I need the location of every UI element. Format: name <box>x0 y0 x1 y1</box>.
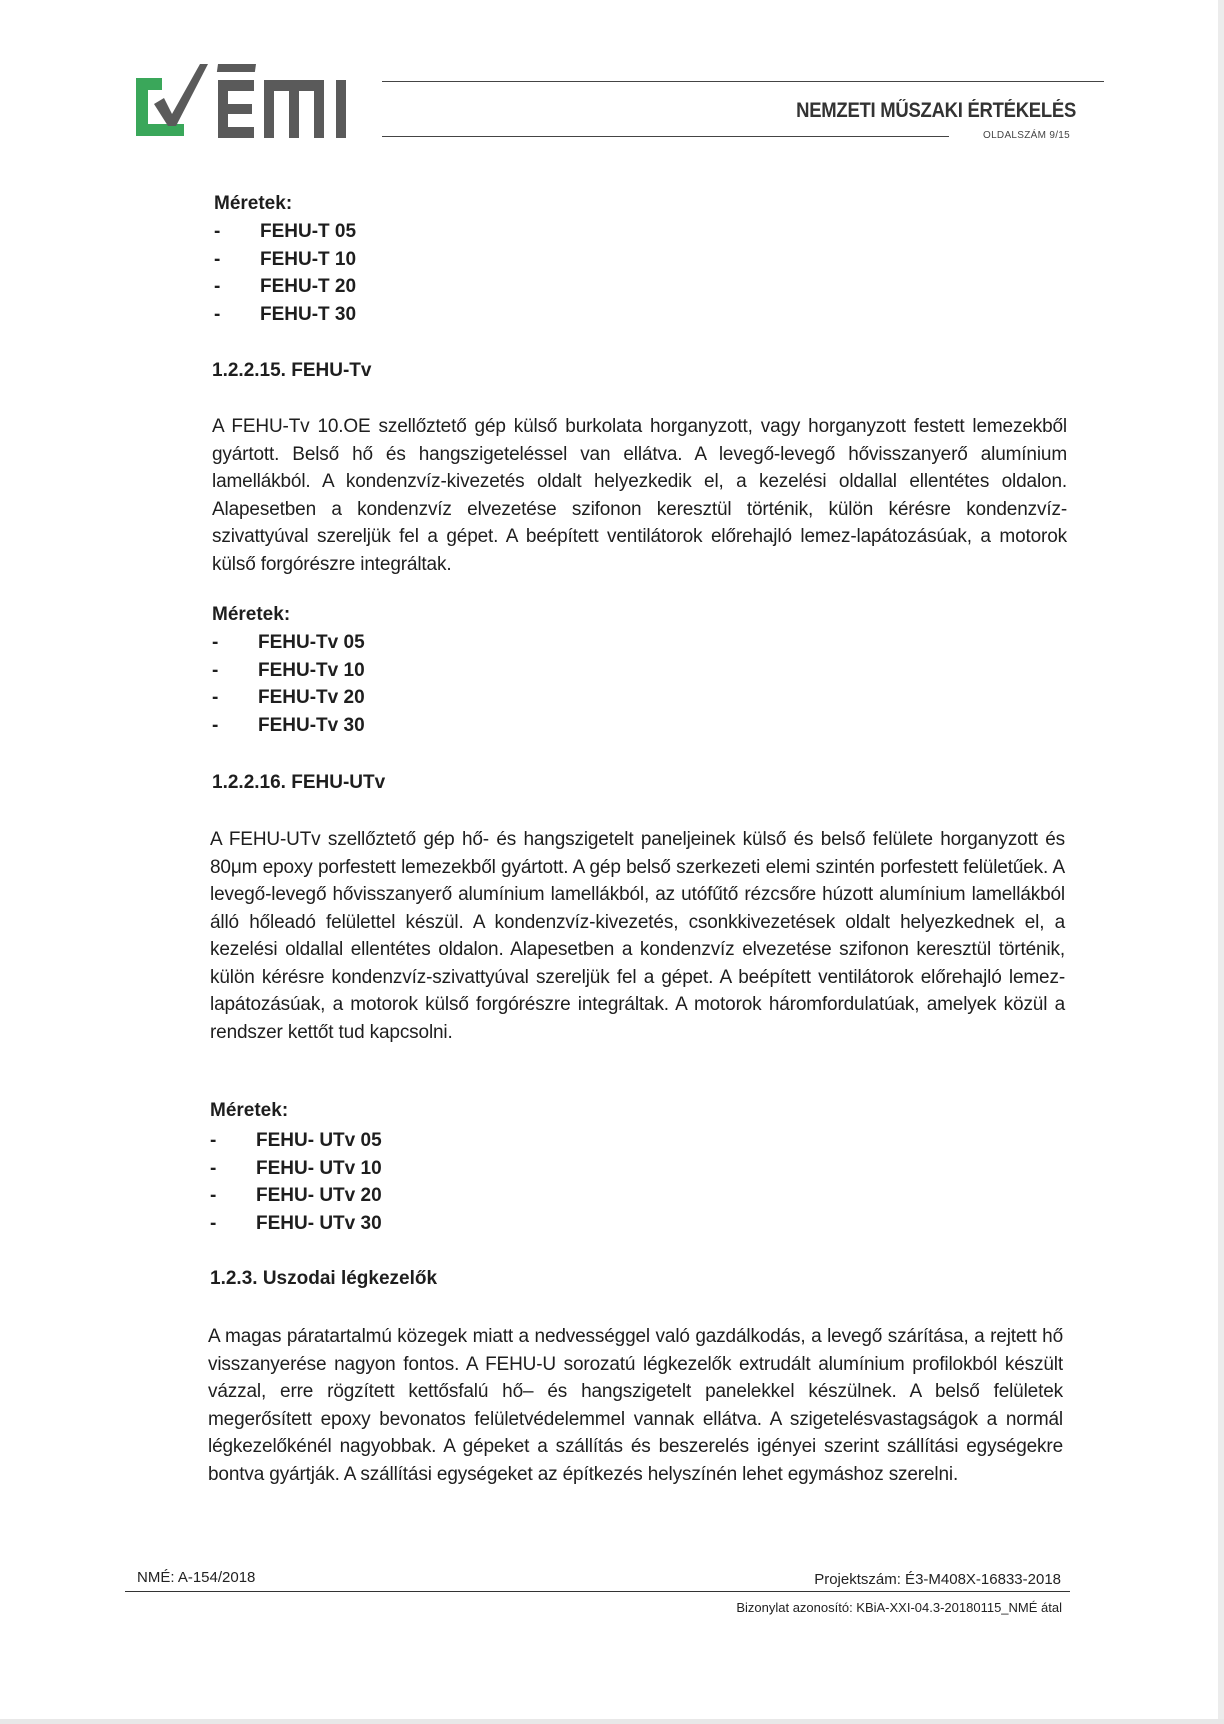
t-sizes-list <box>214 218 356 328</box>
t-sizes-label: Méretek: <box>214 193 293 214</box>
dash: - <box>210 1212 217 1234</box>
dash: - <box>212 714 219 736</box>
list-item: - FEHU-Tv 30 <box>212 712 365 740</box>
dash: - <box>212 632 219 653</box>
list-item: - FEHU-Tv 05 <box>212 629 365 657</box>
pool-paragraph: A magas páratartalmú közegek miatt a nedvességgel való gazdálkodás, a levegő szárítása, a rejtett hő visszanyerése nagyon fontos. A FEHU-U sorozatú légkezelők extrudált alumínium profilokból készült vázzal, erre rögzített kettősfalú hő– és hangszigetelt panelekkel készülnek. A belső felületek megerősített epoxy bevonatos felületvédelemmel vannak ellátva. A szigetelésvastagságok a normál légkezelőkénél nagyobbak. A gépeket a szállítás és beszerelés igényei szerint szállítási egységekre bontva gyártják. A szállítási egységeket az építkezés helyszínén lehet egymáshoz szerelni. <box>208 1326 1063 1485</box>
project-number: Projektszám: É3-M408X-16833-2018 <box>814 1571 1061 1588</box>
tv-paragraph: A FEHU-Tv 10.OE szellőztető gép külső burkolata horganyzott, vagy horganyzott festett lemezekből gyártott. Belső hő és hangszigeteléssel van ellátva. A levegő-levegő hővisszanyerő alumínium lamellákból. A kondenzvíz-kivezetés oldalt helyezkedik el, a kezelési oldallal ellentétes oldalon. Alapesetben a kondenzvíz elvezetése szifonon keresztül történik, külön kérésre kondenzvíz-szivattyúval szereljük fel a gépet. A beépített ventilátorok előrehajló lemez-lapátozásúak, a motorok külső forgórészre integráltak. <box>212 416 1067 575</box>
emi-logo-icon <box>134 64 374 144</box>
section-heading-utv: 1.2.2.16. FEHU-UTv <box>212 772 386 793</box>
header-rule-top <box>382 81 1104 82</box>
list-item: - FEHU- UTv 05 <box>210 1127 382 1155</box>
list-item: - FEHU-T 05 <box>214 218 356 246</box>
scan-edge-bottom <box>0 1719 1224 1724</box>
list-item: - FEHU- UTv 10 <box>210 1155 382 1183</box>
dash: - <box>210 1157 217 1179</box>
list-item: - FEHU-Tv 10 <box>212 657 365 685</box>
dash: - <box>210 1130 217 1151</box>
section-heading-pool: 1.2.3. Uszodai légkezelők <box>210 1268 438 1289</box>
header-rule-bottom <box>382 136 949 137</box>
footer-rule <box>125 1591 1070 1592</box>
list-item: - FEHU-T 10 <box>214 246 356 274</box>
emi-logo <box>134 64 374 144</box>
list-item: - FEHU-Tv 20 <box>212 684 365 712</box>
dash: - <box>212 687 219 708</box>
certificate-id: Bizonylat azonosító: KBiA-XXI-04.3-20180115_NMÉ átal <box>736 1600 1062 1615</box>
list-item: - FEHU- UTv 20 <box>210 1182 382 1210</box>
list-item: - FEHU- UTv 30 <box>210 1210 382 1238</box>
utv-sizes-label: Méretek: <box>210 1100 289 1121</box>
document-title: NEMZETI MŰSZAKI ÉRTÉKELÉS <box>796 99 1076 122</box>
list-item: - FEHU-T 30 <box>214 301 356 329</box>
dash: - <box>214 248 221 270</box>
utv-paragraph: A FEHU-UTv szellőztető gép hő- és hangszigetelt paneljeinek külső és belső felülete horganyzott és 80μm epoxy porfestett lemezekből gyártott. A gép belső szerkezeti elemi szintén porfestett felületűek. A levegő-levegő hővisszanyerő alumínium lamellákból, az utófűtő rézcsőre húzott alumínium lamellákból álló hőleadó felülettel készül. A kondenzvíz-kivezetés, csonkkivezetések oldalt helyezkednek el, a kezelési oldallal ellentétes oldalon. Alapesetben a kondenzvíz elvezetése szifonon keresztül történik, külön kérésre kondenzvíz-szivattyúval szereljük fel a gépet. A beépített ventilátorok előrehajló lemez-lapátozásúak, a motorok külső forgórészre integráltak. A motorok háromfordulatúak, amelyek közül a rendszer kettőt tud kapcsolni. <box>210 829 1065 1043</box>
scan-edge-right <box>1218 0 1224 1724</box>
dash: - <box>210 1185 217 1206</box>
dash: - <box>214 221 221 242</box>
dash: - <box>212 659 219 681</box>
page-number: OLDALSZÁM 9/15 <box>982 130 1070 141</box>
nme-number: NMÉ: A-154/2018 <box>137 1569 256 1586</box>
dash: - <box>214 276 221 297</box>
section-heading-tv: 1.2.2.15. FEHU-Tv <box>212 360 372 381</box>
tv-sizes-list <box>212 629 365 739</box>
tv-sizes-label: Méretek: <box>212 604 291 625</box>
utv-sizes-list <box>210 1127 382 1237</box>
list-item: - FEHU-T 20 <box>214 273 356 301</box>
dash: - <box>214 303 221 325</box>
